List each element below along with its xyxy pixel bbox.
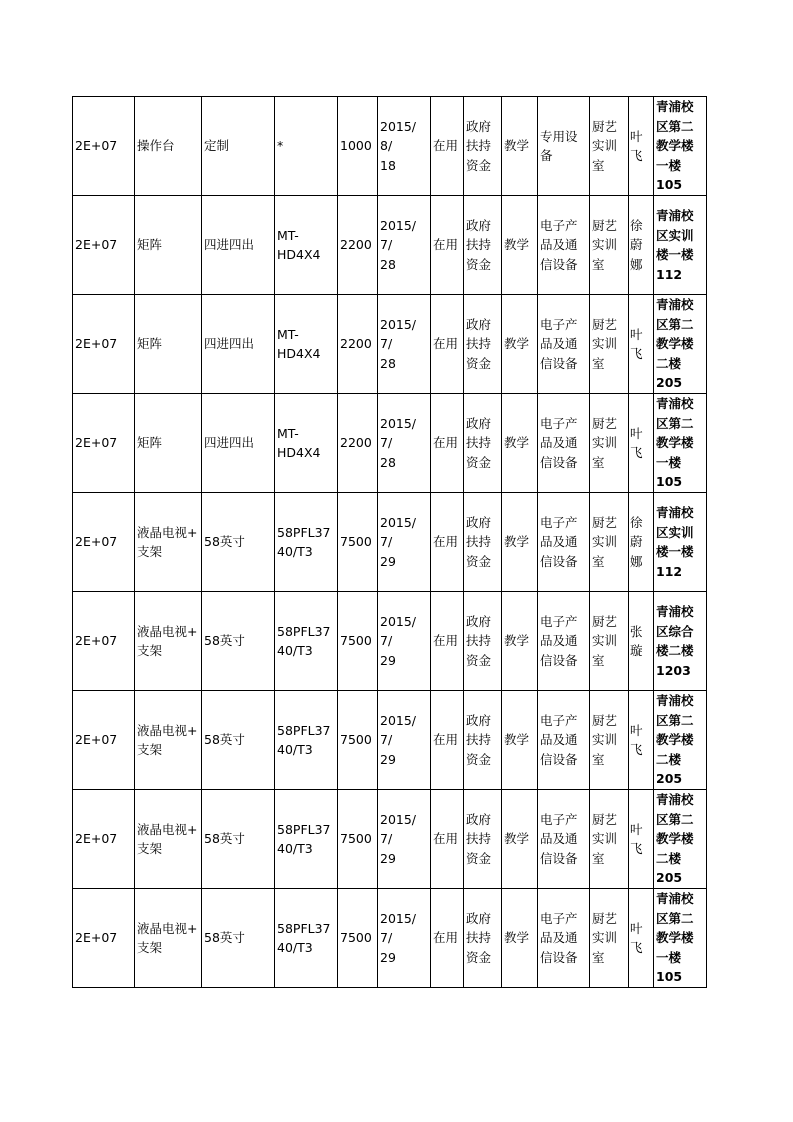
asset-name-cell xyxy=(135,295,202,394)
location-cell-text: 青浦校 区第二 教学楼 二楼 205 xyxy=(656,792,694,886)
asset-category-cell xyxy=(538,394,590,493)
asset-price-cell-text: 2200 xyxy=(340,237,372,253)
asset-spec-cell xyxy=(202,394,275,493)
asset-model-cell xyxy=(275,790,338,889)
asset-code-cell xyxy=(73,889,135,988)
asset-price-cell xyxy=(338,493,378,592)
asset-name-cell-text: 矩阵 xyxy=(137,336,163,352)
asset-status-cell-text: 在用 xyxy=(433,633,459,649)
acquire-date-cell xyxy=(378,592,431,691)
asset-price-cell xyxy=(338,691,378,790)
asset-price-cell-text: 7500 xyxy=(340,831,372,847)
asset-spec-cell xyxy=(202,97,275,196)
usage-cell xyxy=(502,790,538,889)
asset-spec-cell-text: 四进四出 xyxy=(204,435,255,451)
department-cell-text: 厨艺 实训 室 xyxy=(592,712,618,767)
asset-code-cell-text: 2E+07 xyxy=(75,138,118,154)
asset-name-cell-text: 矩阵 xyxy=(137,237,163,253)
department-cell xyxy=(590,196,629,295)
acquire-date-cell xyxy=(378,97,431,196)
location-cell xyxy=(654,592,707,691)
department-cell-text: 厨艺 实训 室 xyxy=(592,217,618,272)
custodian-cell xyxy=(629,97,654,196)
asset-category-cell-text: 电子产 品及通 信设备 xyxy=(540,712,578,767)
acquire-date-cell xyxy=(378,790,431,889)
table-row xyxy=(73,592,707,691)
department-cell xyxy=(590,790,629,889)
acquire-date-cell-text: 2015/7/ 28 xyxy=(380,217,417,272)
asset-price-cell xyxy=(338,592,378,691)
acquire-date-cell-text: 2015/7/ 29 xyxy=(380,811,417,866)
asset-price-cell xyxy=(338,295,378,394)
location-cell-text: 青浦校 区第二 教学楼 二楼 205 xyxy=(656,297,694,391)
asset-category-cell-text: 电子产 品及通 信设备 xyxy=(540,811,578,866)
usage-cell xyxy=(502,295,538,394)
location-cell xyxy=(654,493,707,592)
funding-source-cell-text: 政府 扶持 资金 xyxy=(466,613,492,668)
asset-status-cell xyxy=(431,691,464,790)
asset-name-cell-text: 液晶电视+ 支架 xyxy=(137,524,198,559)
asset-category-cell xyxy=(538,196,590,295)
asset-model-cell xyxy=(275,97,338,196)
location-cell xyxy=(654,790,707,889)
asset-code-cell xyxy=(73,196,135,295)
table-row xyxy=(73,889,707,988)
asset-name-cell xyxy=(135,196,202,295)
asset-code-cell xyxy=(73,493,135,592)
funding-source-cell xyxy=(464,493,502,592)
asset-code-cell-text: 2E+07 xyxy=(75,435,118,451)
funding-source-cell xyxy=(464,790,502,889)
asset-status-cell-text: 在用 xyxy=(433,534,459,550)
asset-model-cell xyxy=(275,592,338,691)
asset-code-cell-text: 2E+07 xyxy=(75,237,118,253)
table-row xyxy=(73,295,707,394)
asset-spec-cell-text: 四进四出 xyxy=(204,336,255,352)
asset-code-cell xyxy=(73,394,135,493)
acquire-date-cell-text: 2015/7/ 29 xyxy=(380,514,417,569)
asset-price-cell xyxy=(338,196,378,295)
asset-name-cell xyxy=(135,790,202,889)
acquire-date-cell xyxy=(378,196,431,295)
asset-code-cell-text: 2E+07 xyxy=(75,633,118,649)
asset-name-cell xyxy=(135,592,202,691)
asset-spec-cell-text: 58英寸 xyxy=(204,831,245,847)
asset-spec-cell-text: 58英寸 xyxy=(204,534,245,550)
asset-price-cell-text: 2200 xyxy=(340,336,372,352)
department-cell xyxy=(590,97,629,196)
custodian-cell-text: 叶 飞 xyxy=(630,425,643,460)
asset-code-cell-text: 2E+07 xyxy=(75,336,118,352)
asset-name-cell xyxy=(135,394,202,493)
department-cell xyxy=(590,295,629,394)
department-cell-text: 厨艺 实训 室 xyxy=(592,910,618,965)
acquire-date-cell xyxy=(378,889,431,988)
asset-code-cell xyxy=(73,97,135,196)
asset-status-cell xyxy=(431,889,464,988)
asset-price-cell-text: 7500 xyxy=(340,633,372,649)
usage-cell xyxy=(502,691,538,790)
asset-category-cell-text: 专用设 备 xyxy=(540,128,578,163)
funding-source-cell xyxy=(464,97,502,196)
asset-status-cell xyxy=(431,790,464,889)
asset-spec-cell xyxy=(202,196,275,295)
department-cell xyxy=(590,394,629,493)
asset-category-cell xyxy=(538,790,590,889)
custodian-cell-text: 徐 蔚 娜 xyxy=(630,514,643,569)
asset-model-cell xyxy=(275,394,338,493)
asset-code-cell-text: 2E+07 xyxy=(75,831,118,847)
location-cell-text: 青浦校 区实训 楼一楼 112 xyxy=(656,505,694,579)
asset-price-cell xyxy=(338,790,378,889)
asset-status-cell-text: 在用 xyxy=(433,336,459,352)
asset-spec-cell xyxy=(202,592,275,691)
table-row xyxy=(73,790,707,889)
usage-cell-text: 教学 xyxy=(504,732,530,748)
funding-source-cell-text: 政府 扶持 资金 xyxy=(466,811,492,866)
location-cell-text: 青浦校 区第二 教学楼 二楼 205 xyxy=(656,693,694,787)
asset-model-cell xyxy=(275,493,338,592)
asset-category-cell xyxy=(538,295,590,394)
asset-status-cell-text: 在用 xyxy=(433,930,459,946)
location-cell xyxy=(654,394,707,493)
asset-category-cell-text: 电子产 品及通 信设备 xyxy=(540,415,578,470)
asset-spec-cell xyxy=(202,295,275,394)
table-row xyxy=(73,394,707,493)
asset-name-cell-text: 液晶电视+ 支架 xyxy=(137,722,198,757)
custodian-cell xyxy=(629,394,654,493)
custodian-cell xyxy=(629,493,654,592)
asset-category-cell xyxy=(538,97,590,196)
asset-status-cell-text: 在用 xyxy=(433,435,459,451)
funding-source-cell-text: 政府 扶持 资金 xyxy=(466,415,492,470)
usage-cell-text: 教学 xyxy=(504,138,530,154)
custodian-cell xyxy=(629,691,654,790)
asset-category-cell-text: 电子产 品及通 信设备 xyxy=(540,514,578,569)
acquire-date-cell xyxy=(378,691,431,790)
custodian-cell xyxy=(629,889,654,988)
asset-price-cell-text: 2200 xyxy=(340,435,372,451)
custodian-cell xyxy=(629,790,654,889)
usage-cell-text: 教学 xyxy=(504,831,530,847)
asset-model-cell-text: MT- HD4X4 xyxy=(277,227,321,262)
asset-price-cell xyxy=(338,394,378,493)
acquire-date-cell-text: 2015/8/ 18 xyxy=(380,118,417,173)
asset-spec-cell-text: 四进四出 xyxy=(204,237,255,253)
asset-model-cell-text: 58PFL37 40/T3 xyxy=(277,623,331,658)
custodian-cell-text: 叶 飞 xyxy=(630,821,643,856)
acquire-date-cell-text: 2015/7/ 28 xyxy=(380,316,417,371)
department-cell xyxy=(590,592,629,691)
asset-category-cell xyxy=(538,691,590,790)
funding-source-cell-text: 政府 扶持 资金 xyxy=(466,514,492,569)
location-cell xyxy=(654,295,707,394)
custodian-cell-text: 徐 蔚 娜 xyxy=(630,217,643,272)
asset-model-cell-text: MT- HD4X4 xyxy=(277,425,321,460)
funding-source-cell xyxy=(464,394,502,493)
department-cell-text: 厨艺 实训 室 xyxy=(592,415,618,470)
asset-model-cell-text: 58PFL37 40/T3 xyxy=(277,920,331,955)
department-cell-text: 厨艺 实训 室 xyxy=(592,811,618,866)
asset-status-cell xyxy=(431,394,464,493)
asset-name-cell xyxy=(135,493,202,592)
location-cell-text: 青浦校 区实训 楼一楼 112 xyxy=(656,208,694,282)
asset-code-cell-text: 2E+07 xyxy=(75,930,118,946)
department-cell xyxy=(590,889,629,988)
funding-source-cell xyxy=(464,592,502,691)
asset-name-cell-text: 液晶电视+ 支架 xyxy=(137,821,198,856)
asset-name-cell-text: 液晶电视+ 支架 xyxy=(137,623,198,658)
asset-code-cell xyxy=(73,790,135,889)
department-cell-text: 厨艺 实训 室 xyxy=(592,613,618,668)
asset-spec-cell-text: 定制 xyxy=(204,138,230,154)
asset-category-cell xyxy=(538,592,590,691)
table-body xyxy=(73,97,707,988)
location-cell-text: 青浦校 区第二 教学楼 一楼 105 xyxy=(656,396,694,490)
usage-cell-text: 教学 xyxy=(504,237,530,253)
asset-status-cell-text: 在用 xyxy=(433,237,459,253)
usage-cell-text: 教学 xyxy=(504,336,530,352)
asset-model-cell-text: * xyxy=(277,138,284,154)
funding-source-cell-text: 政府 扶持 资金 xyxy=(466,316,492,371)
asset-price-cell xyxy=(338,889,378,988)
asset-code-cell xyxy=(73,691,135,790)
asset-price-cell xyxy=(338,97,378,196)
location-cell-text: 青浦校 区第二 教学楼 一楼 105 xyxy=(656,99,694,193)
asset-model-cell-text: MT- HD4X4 xyxy=(277,326,321,361)
asset-category-cell-text: 电子产 品及通 信设备 xyxy=(540,613,578,668)
asset-price-cell-text: 7500 xyxy=(340,732,372,748)
table-row xyxy=(73,196,707,295)
acquire-date-cell xyxy=(378,394,431,493)
usage-cell xyxy=(502,97,538,196)
department-cell xyxy=(590,493,629,592)
asset-model-cell-text: 58PFL37 40/T3 xyxy=(277,722,331,757)
asset-model-cell-text: 58PFL37 40/T3 xyxy=(277,821,331,856)
acquire-date-cell xyxy=(378,493,431,592)
table-row xyxy=(73,493,707,592)
asset-name-cell xyxy=(135,889,202,988)
asset-price-cell-text: 7500 xyxy=(340,930,372,946)
location-cell xyxy=(654,97,707,196)
funding-source-cell xyxy=(464,889,502,988)
asset-name-cell xyxy=(135,97,202,196)
acquire-date-cell-text: 2015/7/ 28 xyxy=(380,415,417,470)
table-row xyxy=(73,97,707,196)
department-cell-text: 厨艺 实训 室 xyxy=(592,118,618,173)
asset-status-cell-text: 在用 xyxy=(433,138,459,154)
asset-spec-cell xyxy=(202,691,275,790)
location-cell xyxy=(654,691,707,790)
asset-model-cell-text: 58PFL37 40/T3 xyxy=(277,524,331,559)
location-cell-text: 青浦校 区第二 教学楼 一楼 105 xyxy=(656,891,694,985)
asset-status-cell-text: 在用 xyxy=(433,831,459,847)
asset-category-cell-text: 电子产 品及通 信设备 xyxy=(540,316,578,371)
asset-code-cell xyxy=(73,295,135,394)
custodian-cell xyxy=(629,592,654,691)
usage-cell xyxy=(502,493,538,592)
asset-name-cell-text: 操作台 xyxy=(137,138,175,154)
funding-source-cell-text: 政府 扶持 资金 xyxy=(466,712,492,767)
asset-price-cell-text: 7500 xyxy=(340,534,372,550)
acquire-date-cell-text: 2015/7/ 29 xyxy=(380,910,417,965)
funding-source-cell-text: 政府 扶持 资金 xyxy=(466,118,492,173)
acquire-date-cell xyxy=(378,295,431,394)
asset-status-cell-text: 在用 xyxy=(433,732,459,748)
asset-name-cell-text: 矩阵 xyxy=(137,435,163,451)
asset-category-cell xyxy=(538,493,590,592)
usage-cell xyxy=(502,394,538,493)
asset-spec-cell xyxy=(202,790,275,889)
asset-model-cell xyxy=(275,691,338,790)
funding-source-cell xyxy=(464,295,502,394)
asset-name-cell-text: 液晶电视+ 支架 xyxy=(137,920,198,955)
funding-source-cell-text: 政府 扶持 资金 xyxy=(466,910,492,965)
usage-cell xyxy=(502,196,538,295)
asset-status-cell xyxy=(431,196,464,295)
usage-cell-text: 教学 xyxy=(504,534,530,550)
asset-model-cell xyxy=(275,295,338,394)
acquire-date-cell-text: 2015/7/ 29 xyxy=(380,613,417,668)
usage-cell-text: 教学 xyxy=(504,633,530,649)
asset-spec-cell-text: 58英寸 xyxy=(204,732,245,748)
funding-source-cell-text: 政府 扶持 资金 xyxy=(466,217,492,272)
asset-model-cell xyxy=(275,889,338,988)
asset-code-cell xyxy=(73,592,135,691)
acquire-date-cell-text: 2015/7/ 29 xyxy=(380,712,417,767)
location-cell xyxy=(654,889,707,988)
custodian-cell-text: 张 璇 xyxy=(630,623,643,658)
asset-spec-cell-text: 58英寸 xyxy=(204,930,245,946)
table-row xyxy=(73,691,707,790)
asset-status-cell xyxy=(431,97,464,196)
asset-status-cell xyxy=(431,592,464,691)
asset-model-cell xyxy=(275,196,338,295)
asset-name-cell xyxy=(135,691,202,790)
asset-code-cell-text: 2E+07 xyxy=(75,732,118,748)
asset-code-cell-text: 2E+07 xyxy=(75,534,118,550)
custodian-cell-text: 叶 飞 xyxy=(630,128,643,163)
usage-cell xyxy=(502,889,538,988)
funding-source-cell xyxy=(464,196,502,295)
asset-spec-cell xyxy=(202,889,275,988)
funding-source-cell xyxy=(464,691,502,790)
asset-status-cell xyxy=(431,295,464,394)
asset-category-cell-text: 电子产 品及通 信设备 xyxy=(540,910,578,965)
department-cell xyxy=(590,691,629,790)
custodian-cell xyxy=(629,196,654,295)
department-cell-text: 厨艺 实训 室 xyxy=(592,316,618,371)
asset-price-cell-text: 1000 xyxy=(340,138,372,154)
location-cell xyxy=(654,196,707,295)
asset-spec-cell-text: 58英寸 xyxy=(204,633,245,649)
asset-spec-cell xyxy=(202,493,275,592)
asset-status-cell xyxy=(431,493,464,592)
usage-cell-text: 教学 xyxy=(504,435,530,451)
custodian-cell-text: 叶 飞 xyxy=(630,722,643,757)
usage-cell-text: 教学 xyxy=(504,930,530,946)
department-cell-text: 厨艺 实训 室 xyxy=(592,514,618,569)
custodian-cell xyxy=(629,295,654,394)
custodian-cell-text: 叶 飞 xyxy=(630,920,643,955)
asset-category-cell-text: 电子产 品及通 信设备 xyxy=(540,217,578,272)
custodian-cell-text: 叶 飞 xyxy=(630,326,643,361)
usage-cell xyxy=(502,592,538,691)
asset-table xyxy=(72,96,707,988)
location-cell-text: 青浦校 区综合 楼二楼 1203 xyxy=(656,604,694,678)
asset-category-cell xyxy=(538,889,590,988)
